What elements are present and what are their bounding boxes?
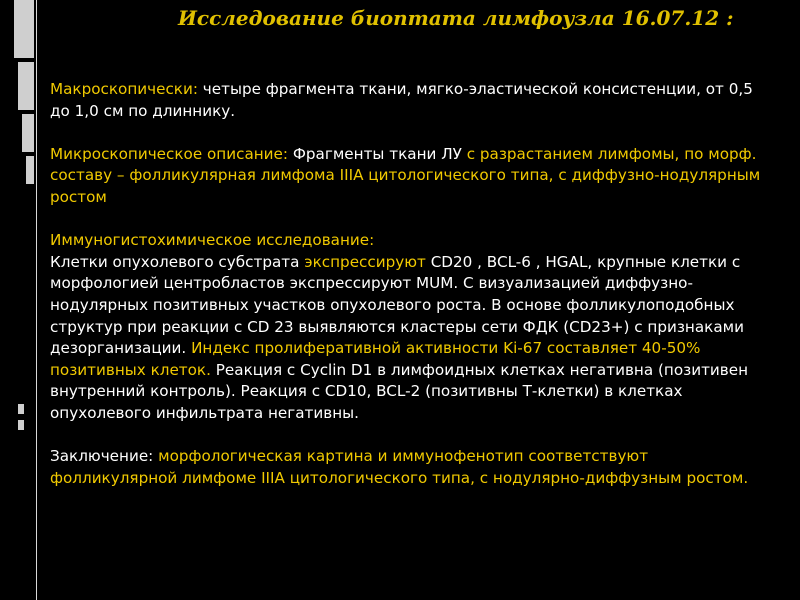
micro-diagnosis: с разрастанием лимфомы, по морф. составу – фолликулярная лимфома IIIA цитологического типа, с диффузно-нодулярным ростом bbox=[50, 144, 761, 206]
spacer bbox=[50, 425, 765, 447]
micro-label: Микроскопическое описание: bbox=[50, 144, 289, 163]
spacer bbox=[50, 209, 765, 231]
conclusion-text: морфологическая картина и иммунофенотип соответствуют фолликулярной лимфоме IIIA цитологического типа, с нодулярно-диффузным ростом. bbox=[50, 447, 749, 487]
conclusion-paragraph bbox=[50, 446, 765, 489]
micro-text: Фрагменты ткани ЛУ bbox=[288, 144, 467, 163]
slide-title: Исследование биоптата лимфоузла 16.07.12 : bbox=[178, 6, 734, 30]
macro-text: четыре фрагмента ткани, мягко-эластической консистенции, от 0,5 до 1,0 см по длиннику. bbox=[50, 80, 753, 120]
conclusion-label: Заключение: bbox=[50, 447, 154, 466]
macro-label: Макроскопически: bbox=[50, 80, 198, 98]
ihc-ki67: Индекс пролиферативной активности Ki-67 составляет 40-50% позитивных клеток. bbox=[50, 339, 701, 379]
micro-paragraph bbox=[50, 144, 765, 209]
spacer bbox=[50, 122, 765, 144]
macro-paragraph bbox=[50, 79, 765, 122]
ihc-text-3: Реакция с Cyclin D1 в лимфоидных клетках негативна (позитивен внутренний контроль). Реакция с CD10, BCL-2 (позитивны Т-клетки) в клетках опухолевого инфильтрата негативны. bbox=[50, 360, 749, 422]
ihc-express: экспрессируют bbox=[304, 252, 426, 271]
ihc-text-1: Клетки опухолевого субстрата bbox=[50, 252, 305, 271]
side-decoration bbox=[0, 0, 34, 600]
ihc-paragraph bbox=[50, 252, 765, 425]
slide-body bbox=[50, 79, 765, 489]
ihc-label: Иммуногистохимическое исследование: bbox=[50, 231, 375, 250]
ihc-label-line bbox=[50, 230, 765, 252]
ihc-text-2: CD20 , BCL-6 , HGAL, крупные клетки с морфологией центробластов экспрессируют MUM. С визуализацией диффузно-нодулярных позитивных участков опухолевого роста. В основе фолликулоподобных структур при реакции с CD 23 выявляются кластеры сети ФДК (CD23+) с признаками дезорганизации. bbox=[50, 252, 744, 358]
frame-divider bbox=[36, 0, 37, 600]
